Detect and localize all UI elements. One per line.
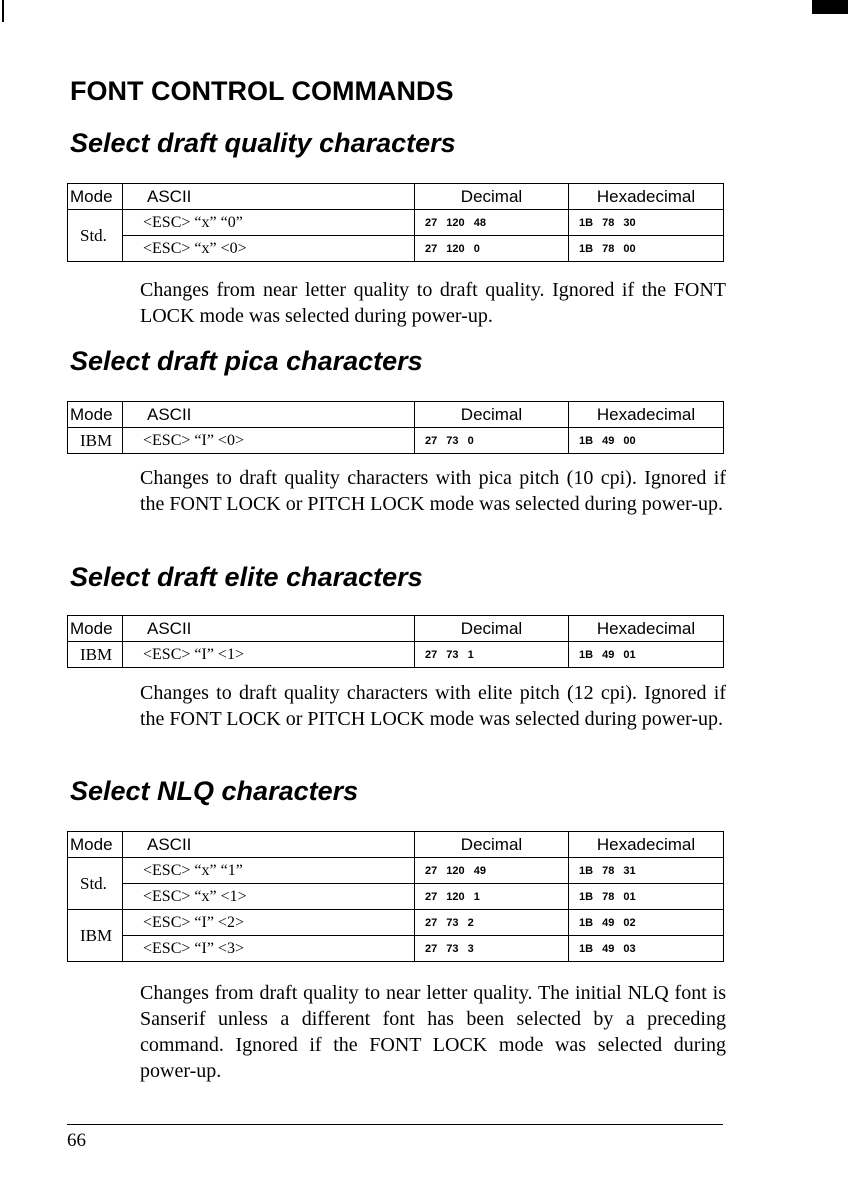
command-table-draft-elite [67,615,724,668]
column-header-decimal: Decimal [415,184,569,210]
scan-edge-mark-right [812,0,848,14]
description-draft-pica: Changes to draft quality characters with pica pitch (10 cpi). Ignored if the FONT LOCK or PITCH LOCK mode was selected during power-up. [140,467,726,515]
hex-cell: 1B 78 00 [569,236,724,262]
footer-rule [67,1124,723,1125]
column-header-decimal: Decimal [415,616,569,642]
hex-cell: 1B 78 31 [569,858,724,884]
table-row [68,236,724,262]
decimal-cell: 27 73 3 [415,936,569,962]
ascii-cell: <ESC> “x” “0” [123,210,415,236]
hex-cell: 1B 49 03 [569,936,724,962]
table-row [68,858,724,884]
column-header-mode: Mode [68,832,123,858]
hex-cell: 1B 49 01 [569,642,724,668]
ascii-cell: <ESC> “x” “1” [123,858,415,884]
description-draft-elite: Changes to draft quality characters with elite pitch (12 cpi). Ignored if the FONT LOCK or PITCH LOCK mode was selected during power-up. [140,682,726,730]
table-header-row [68,184,724,210]
ascii-cell: <ESC> “x” <1> [123,884,415,910]
table-row [68,210,724,236]
table-row [68,884,724,910]
column-header-ascii: ASCII [123,402,415,428]
mode-cell: Std. [68,210,123,262]
page-title: FONT CONTROL COMMANDS [70,76,454,106]
column-header-mode: Mode [68,616,123,642]
column-header-ascii: ASCII [123,832,415,858]
ascii-cell: <ESC> “I” <1> [123,642,415,668]
hex-cell: 1B 49 00 [569,428,724,454]
page-number: 66 [67,1130,86,1151]
mode-cell: Std. [68,858,123,910]
table-row [68,910,724,936]
column-header-ascii: ASCII [123,616,415,642]
table-row [68,428,724,454]
decimal-cell: 27 120 0 [415,236,569,262]
section-title-draft-quality: Select draft quality characters [70,128,456,158]
column-header-ascii: ASCII [123,184,415,210]
decimal-cell: 27 73 0 [415,428,569,454]
scan-edge-mark-left [2,0,4,22]
command-table-nlq [67,831,724,962]
column-header-decimal: Decimal [415,832,569,858]
hex-cell: 1B 49 02 [569,910,724,936]
ascii-cell: <ESC> “I” <3> [123,936,415,962]
section-title-nlq: Select NLQ characters [70,776,359,806]
column-header-hex: Hexadecimal [569,184,724,210]
decimal-cell: 27 120 1 [415,884,569,910]
description-nlq: Changes from draft quality to near letter quality. The initial NLQ font is Sanserif unless a different font has been selected by a preceding command. Ignored if the FONT LOCK mode was selected during power-up. [140,982,726,1082]
mode-cell: IBM [68,910,123,962]
mode-cell: IBM [68,428,123,454]
column-header-hex: Hexadecimal [569,402,724,428]
table-row [68,936,724,962]
column-header-hex: Hexadecimal [569,832,724,858]
table-header-row [68,616,724,642]
table-row [68,642,724,668]
mode-cell: IBM [68,642,123,668]
description-draft-quality: Changes from near letter quality to draft quality. Ignored if the FONT LOCK mode was selected during power-up. [140,279,726,327]
command-table-draft-quality [67,183,724,262]
column-header-mode: Mode [68,184,123,210]
decimal-cell: 27 120 49 [415,858,569,884]
command-table-draft-pica [67,401,724,454]
section-title-draft-pica: Select draft pica characters [70,346,423,376]
column-header-mode: Mode [68,402,123,428]
table-header-row [68,832,724,858]
hex-cell: 1B 78 30 [569,210,724,236]
ascii-cell: <ESC> “x” <0> [123,236,415,262]
ascii-cell: <ESC> “I” <2> [123,910,415,936]
section-title-draft-elite: Select draft elite characters [70,562,423,592]
hex-cell: 1B 78 01 [569,884,724,910]
column-header-decimal: Decimal [415,402,569,428]
column-header-hex: Hexadecimal [569,616,724,642]
table-header-row [68,402,724,428]
decimal-cell: 27 73 2 [415,910,569,936]
decimal-cell: 27 120 48 [415,210,569,236]
ascii-cell: <ESC> “I” <0> [123,428,415,454]
decimal-cell: 27 73 1 [415,642,569,668]
